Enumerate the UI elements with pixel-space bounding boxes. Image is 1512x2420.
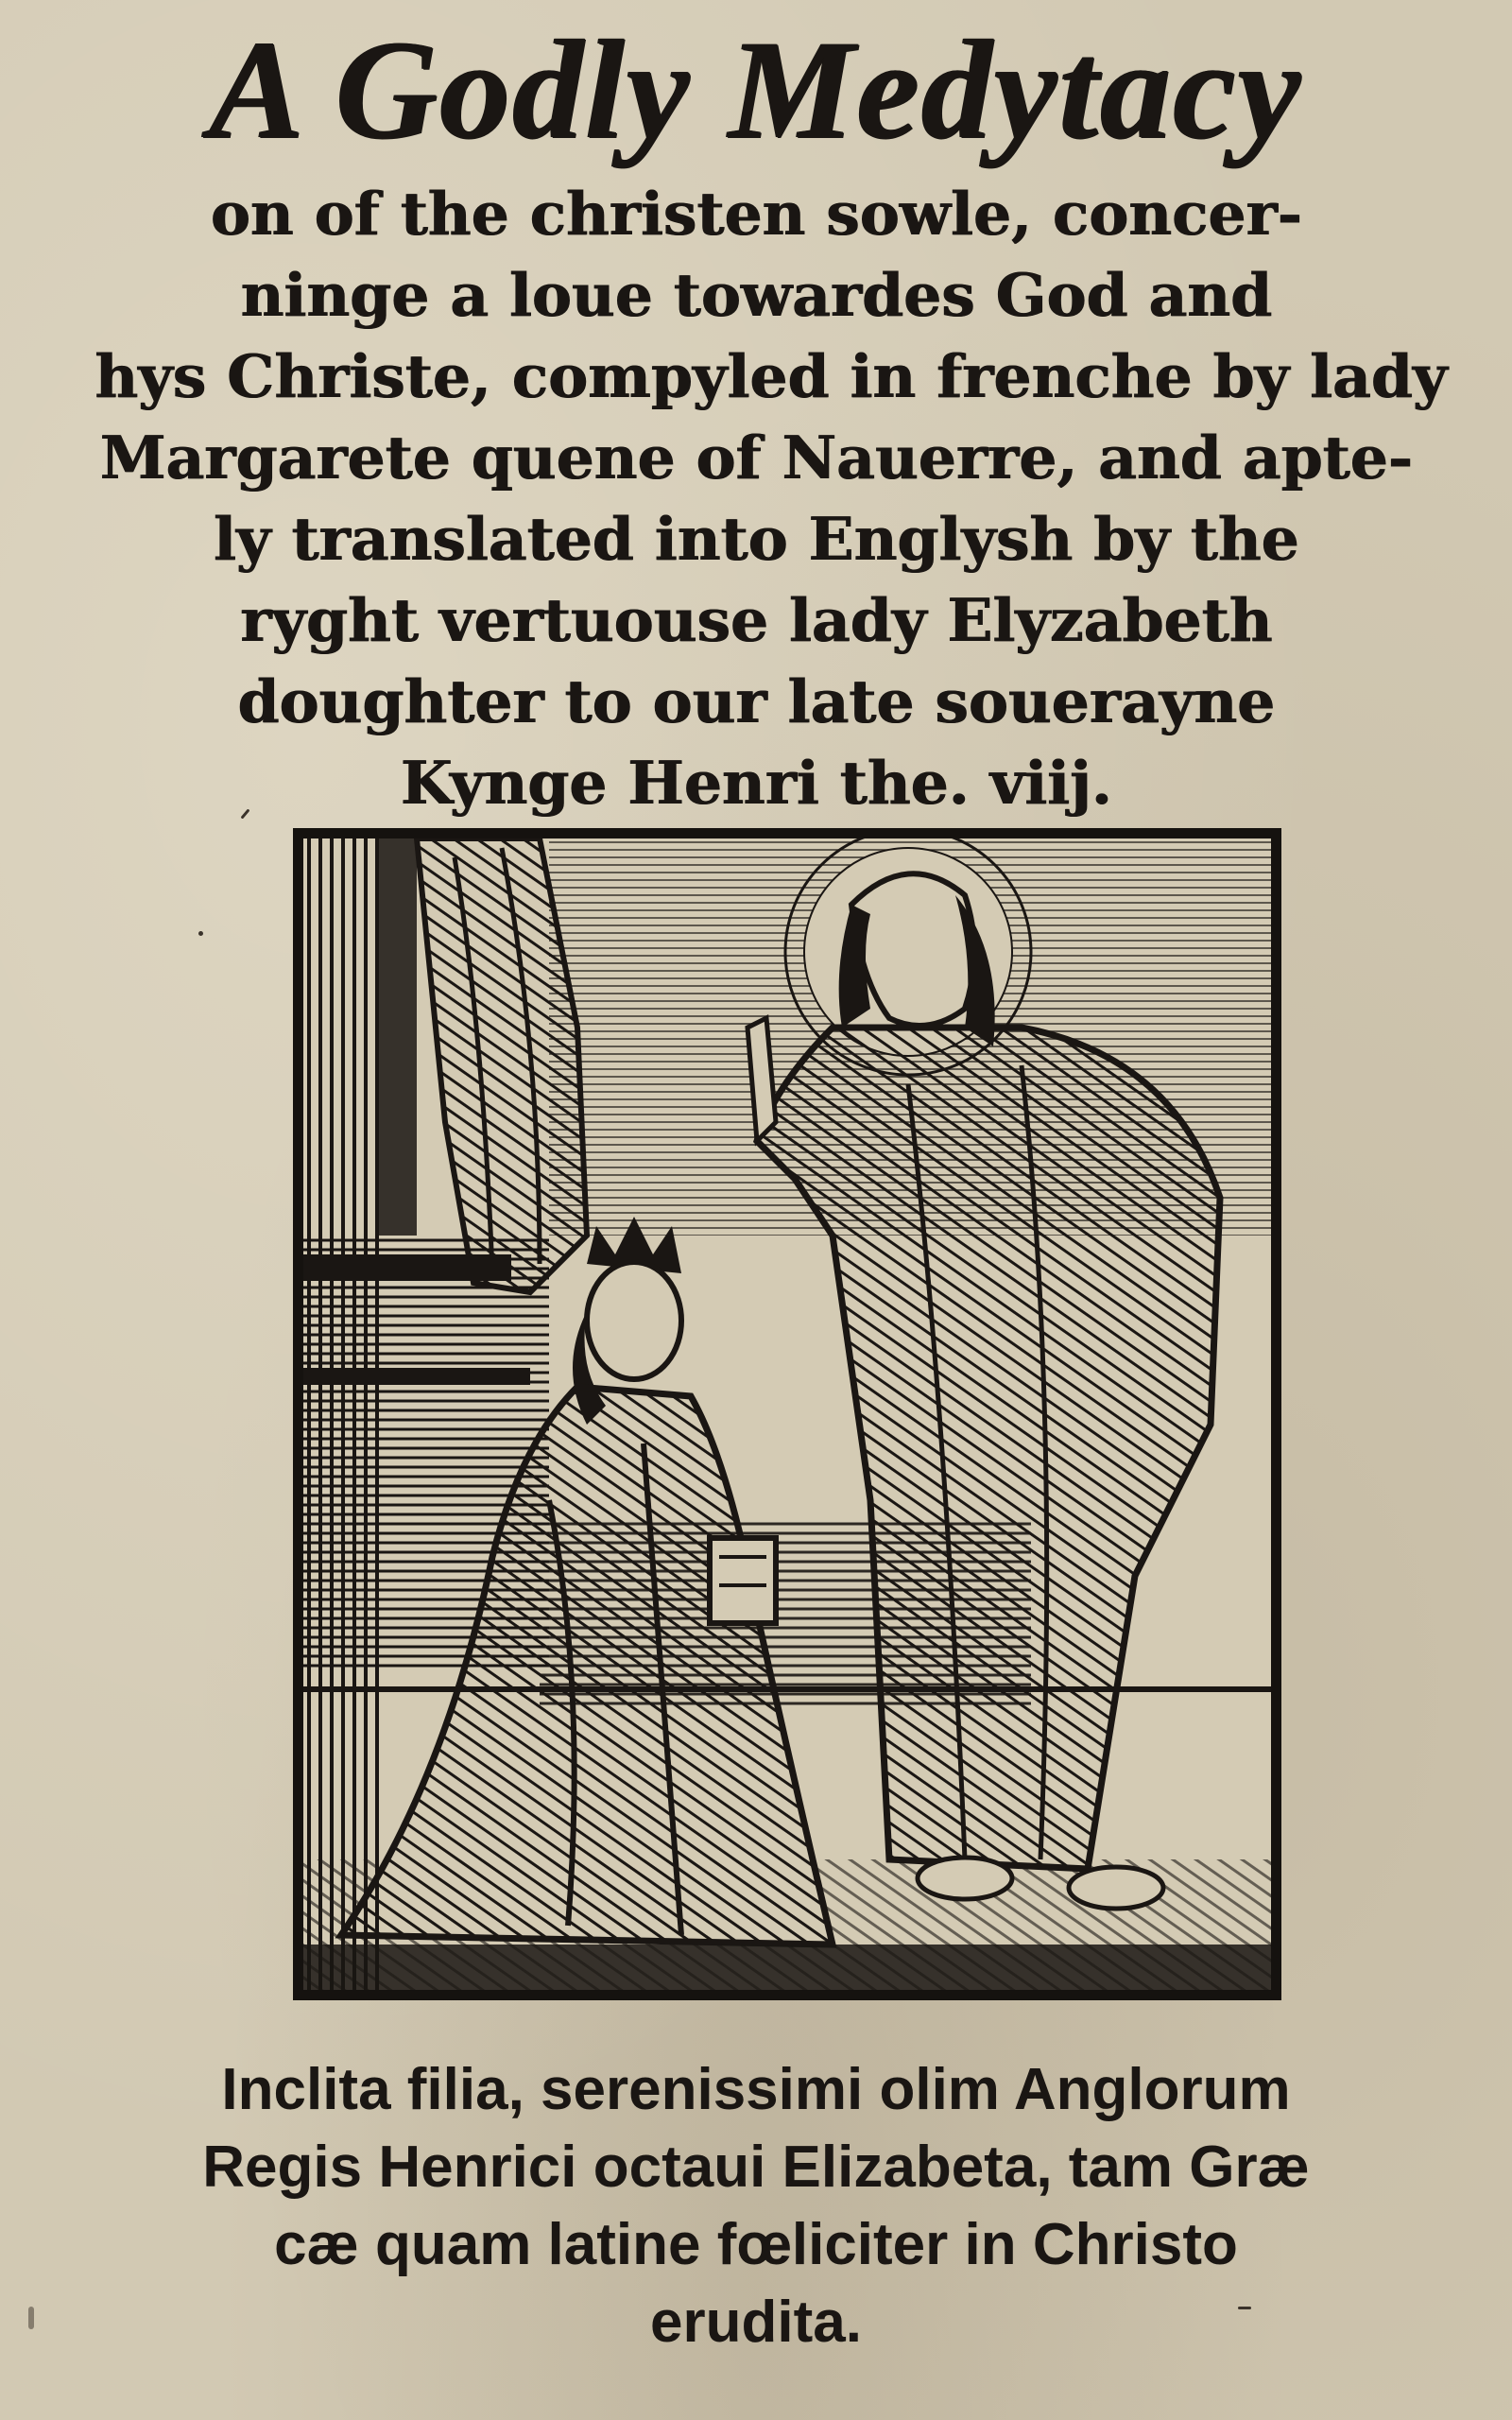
latin-line-3: cæ quam latine fœliciter in Christo bbox=[274, 2212, 1238, 2277]
woodcut-icon bbox=[303, 838, 1271, 1990]
title-line-4: Margarete quene of Nauerre, and apte- bbox=[99, 423, 1413, 493]
woodcut-illustration bbox=[293, 828, 1281, 2000]
title-line-2: ninge a loue towardes God and bbox=[240, 260, 1272, 330]
latin-inscription bbox=[76, 2051, 1436, 2361]
paper-speck bbox=[198, 931, 203, 936]
latin-line-1: Inclita filia, serenissimi olim Anglorum bbox=[221, 2057, 1291, 2122]
title-line-3: hys Christe, compyled in frenche by lady bbox=[94, 341, 1448, 411]
title-line-5: ly translated into Englysh by the bbox=[213, 504, 1299, 574]
title-block bbox=[94, 8, 1448, 823]
title-line-8: Kynge Henri the. viij. bbox=[400, 748, 1112, 818]
title-line-7: doughter to our late souerayne bbox=[237, 666, 1275, 736]
title-line-6: ryght vertuouse lady Elyzabeth bbox=[239, 585, 1273, 655]
title-line-1: on of the christen sowle, concer- bbox=[210, 179, 1302, 249]
title-heading: A Godly Medytacy bbox=[209, 11, 1303, 168]
paper-speck bbox=[1238, 2307, 1251, 2309]
paper-speck bbox=[28, 2307, 34, 2329]
latin-line-4: erudita. bbox=[650, 2290, 862, 2355]
latin-line-2: Regis Henrici octaui Elizabeta, tam Græ bbox=[202, 2135, 1310, 2200]
